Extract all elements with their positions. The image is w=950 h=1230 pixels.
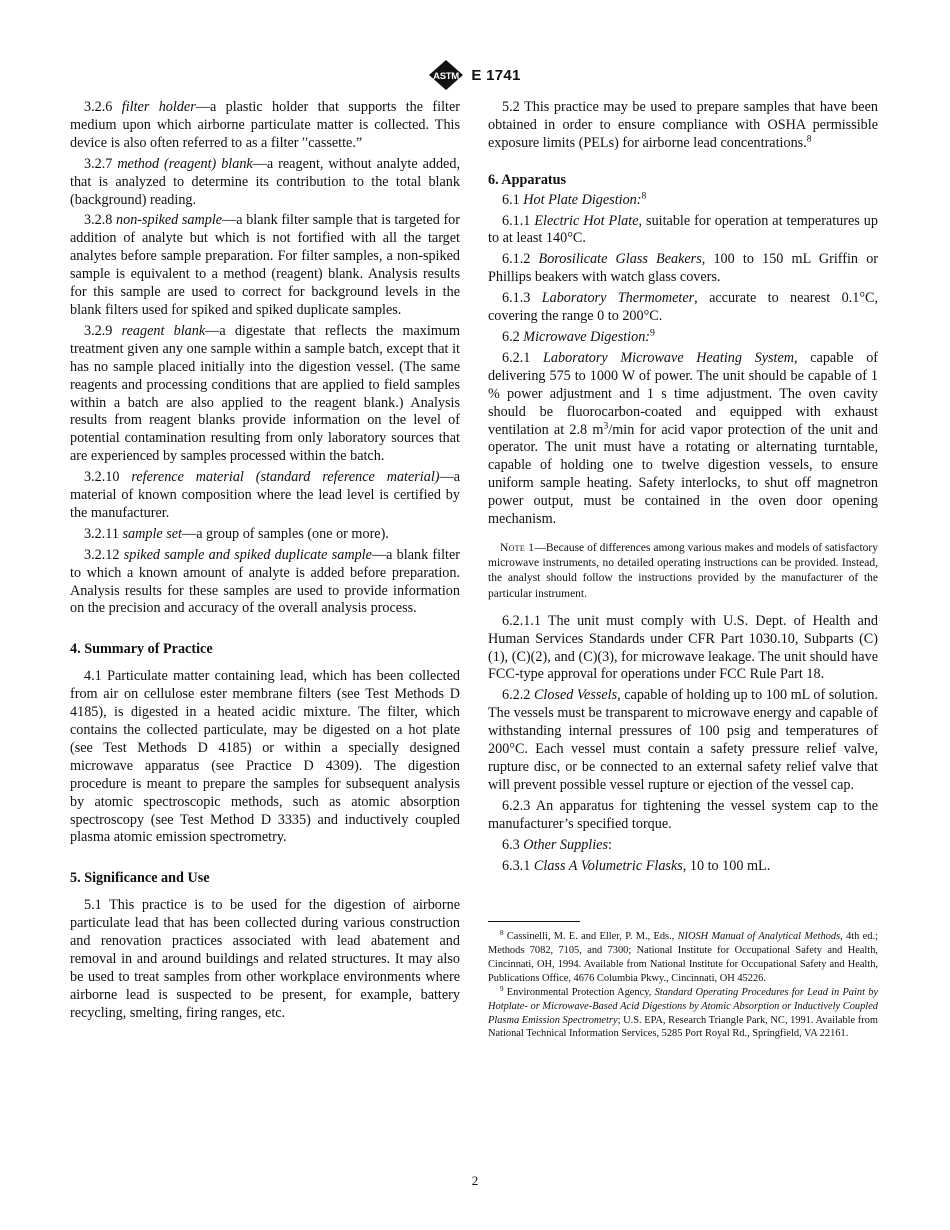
standard-designation: E 1741 bbox=[471, 66, 521, 84]
paragraph-6-3: 6.3 Other Supplies: bbox=[502, 836, 612, 853]
paragraph-4-1: 4.1 Particulate matter containing lead, which has been collected from air on cellulose ester membrane filters (see Test Methods D 4185), is digested in a heated acidic mixture. The filter, which contains the collected particulate, may be digested on a hot plate (see Test Methods D 4185) or within a specially designed microwave apparatus (see Practice D 4309). The digestion procedure is meant to prepare the samples for subsequent analysis by atomic spectroscopic methods, such as atomic absorption spectroscopy (see Test Method D 3335) and inductively coupled plasma atomic emission spectrometry. bbox=[70, 668, 460, 846]
paragraph-6-1-3: 6.1.3 Laboratory Thermometer, accurate to nearest 0.1°C, covering the range 0 to 200°C. bbox=[488, 290, 878, 325]
paragraph-6-2-1: 6.2.1 Laboratory Microwave Heating System, capable of delivering 575 to 1000 W of power. The unit should be capable of 1 % power adjustment and 1 s time adjustment. The oven cavity should be fluorocarbon-coated and equipped with exhaust ventilation at 2.8 $m^3/\min$ for acid vapor protection of the unit and operator. The unit must have a rotating or alternating turntable, capable of holding one to twelve digestion vessels, to ensure uniform sample heating. Safety interlocks, to shut off magnetron power output, must be contained in the oven door opening mechanism. bbox=[488, 349, 879, 528]
footnote-ref-8[interactable]: 8 bbox=[806, 133, 812, 145]
paragraph-6-3-1: 6.3.1 Class A Volumetric Flasks, 10 to 100 mL. bbox=[502, 857, 771, 874]
page-number: 2 bbox=[471, 1173, 479, 1188]
paragraph-6-2-2: 6.2.2 Closed Vessels, capable of holding up to 100 mL of solution. The vessels must be transparent to microwave energy and capable of withstanding internal pressures of 100 psig and temperatures of 200°C. Each vessel must contain a safety pressure relief valve, rupture disc, or be connected to an external safety relief valve that will prevent possible vessel rupture or ejection of the vessel cap. bbox=[488, 687, 879, 793]
paragraph-6-2-3: 6.2.3 An apparatus for tightening the vessel system cap to the manufacturer’s specified torque. bbox=[488, 797, 878, 832]
paragraph-6-1-1: 6.1.1 Electric Hot Plate, suitable for operation at temperatures up to at least 140°C. bbox=[488, 212, 878, 247]
footnote-9: $^9$ Environmental Protection Agency, Standard Operating Procedures for Lead in Paint by Hotplate- or Microwave-Based Acid Digestions by Atomic Absorption or Inductively Coupled Plasma Emission Spectrometry; U.S. EPA, Research Triangle Park, NC, 1991. Available from National Technical Information Services, 5285 Port Royal Rd., Springfield, VA 22161. bbox=[488, 985, 878, 1040]
footnote-ref-9[interactable]: 9 bbox=[650, 327, 655, 339]
paragraph-6-1-2: 6.1.2 Borosilicate Glass Beakers, 100 to 150 mL Griffin or Phillips beakers with watch glass covers. bbox=[488, 251, 879, 286]
astm-logo bbox=[429, 60, 463, 90]
definition-3-2-6: 3.2.6 filter holder—a plastic holder that supports the filter medium upon which airborne particulate matter is collected. This device is also often referred to as a filter ′′cassette.” bbox=[70, 99, 460, 151]
definition-3-2-10: 3.2.10 reference material (standard reference material)—a material of known composition where the lead level is certified by the manufacturer. bbox=[70, 469, 460, 521]
definition-3-2-11: 3.2.11 sample set—a group of samples (one or more). bbox=[84, 525, 389, 542]
paragraph-6-2: 6.2 Microwave Digestion:$^9$ bbox=[502, 327, 655, 345]
section-4-heading: 4. Summary of Practice bbox=[70, 641, 213, 658]
paragraph-6-1: 6.1 Hot Plate Digestion:$^8$ bbox=[502, 190, 647, 208]
right-column bbox=[488, 99, 878, 1042]
paragraph-5-2: 5.2 This practice may be used to prepare samples that have been obtained in order to ensure compliance with OSHA permissible exposure limits (PELs) for airborne lead concentrations.$^8$ bbox=[488, 99, 878, 151]
definition-3-2-9: 3.2.9 reagent blank—a digestate that reflects the maximum treatment given any one sample within a sample batch, except that it has no sample placed initially into the digestion vessel. (The same reagents and processing conditions that are applied to field samples within a batch are also applied to the reagent blank.) Analysis results from reagent blanks provide information on the level of potential contamination resulting from only laboratory sources that are experienced by samples processed within the batch. bbox=[70, 322, 460, 465]
definition-3-2-12: 3.2.12 spiked sample and spiked duplicate sample—a blank filter to which a known amount of analyte is added before preparation. Analysis results for these samples are used to provide information on the precision and accuracy of the overall analysis process. bbox=[70, 546, 460, 617]
footnote-8: $^8$ Cassinelli, M. E. and Eller, P. M., Eds., NIOSH Manual of Analytical Methods, 4th ed.; Methods 7082, 7105, and 7300; National Institute for Occupational Safety and Health, Cincinnati, OH, 1994. Available from National Institute for Occupational Safety and Health, Publications Office, 4676 Columbia Pkwy., Cincinnati, OH 45226. bbox=[488, 929, 878, 984]
definition-3-2-7: 3.2.7 method (reagent) blank—a reagent, without analyte added, that is analyzed to determine its contribution to the total blank (background) reading. bbox=[70, 155, 460, 208]
left-column bbox=[70, 99, 460, 1026]
section-6-heading: 6. Apparatus bbox=[488, 171, 567, 188]
astm-logo-text: ASTM bbox=[433, 71, 460, 82]
definition-3-2-8: 3.2.8 non-spiked sample—a blank filter sample that is targeted for addition of analyte but which is not fortified with all the target analytes before sample preparation. For filter samples, a non-spiked sample is equivalent to a method (reagent) blank. Analysis results for this sample are used to correct for background levels in the blank filters used for spiked and spiked duplicate samples. bbox=[70, 212, 460, 318]
paragraph-5-1: 5.1 This practice is to be used for the digestion of airborne particulate lead that has been collected during various construction and renovation practices associated with lead abatement and removal in and around buildings and related structures. It may also be used to treat samples from other workplace environments where airborne lead is suspected to be present, for example, battery recycling, smelting, firing ranges, etc. bbox=[70, 897, 460, 1021]
footnote-divider bbox=[488, 921, 580, 922]
footnote-ref-8[interactable]: 8 bbox=[641, 190, 647, 202]
paragraph-6-2-1-1: 6.2.1.1 The unit must comply with U.S. Dept. of Health and Human Services Standards under CFR Part 1030.10, Subparts (C)(1), (C)(2), and (C)(3), for microwave leakage. The unit should have FCC-type approval for operations under FCC Rule Part 18. bbox=[488, 612, 878, 683]
page-header bbox=[0, 60, 950, 90]
note-1: Note 1—Because of differences among various makes and models of satisfactory microwave instruments, no detailed operating instructions can be provided. Instead, the analyst should follow the instructions provided by the manufacturer of the particular instrument. bbox=[488, 541, 878, 600]
section-5-heading: 5. Significance and Use bbox=[70, 870, 210, 887]
